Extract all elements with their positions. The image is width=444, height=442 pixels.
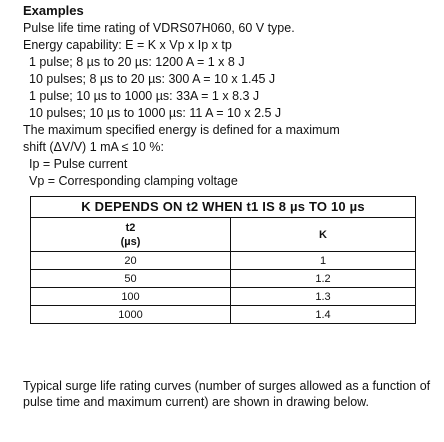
- max-energy-text-line2: shift (ΔV/V) 1 mA ≤ 10 %:: [23, 140, 164, 154]
- table-title-row: [31, 197, 416, 218]
- example-line: 1 pulse; 10 µs to 1000 µs: 33A = 1 x 8.3 J: [29, 89, 260, 103]
- column-header-k: K: [231, 218, 416, 252]
- table-cell-k: 1: [231, 252, 416, 270]
- closing-paragraph: Typical surge life rating curves (number of surges allowed as a function of pulse time and maximum current) are shown in drawing below.: [23, 379, 431, 409]
- table-row: [31, 288, 416, 306]
- example-line: 10 pulses; 8 µs to 20 µs: 300 A = 10 x 1.45 J: [29, 72, 276, 86]
- table-cell-t2: 50: [31, 270, 231, 288]
- table-cell-t2: 1000: [31, 306, 231, 324]
- table-cell-k: 1.2: [231, 270, 416, 288]
- definition-pulse-current: Ip = Pulse current: [29, 157, 128, 171]
- table-row: [31, 270, 416, 288]
- column-header-t2-unit: (µs): [120, 235, 141, 248]
- k-factor-table: [30, 196, 416, 324]
- section-heading: Examples: [23, 3, 84, 18]
- table-cell-t2: 20: [31, 252, 231, 270]
- table-row: [31, 252, 416, 270]
- table-header-row: [31, 218, 416, 252]
- column-header-t2-symbol: t2: [125, 221, 136, 234]
- example-line: 1 pulse; 8 µs to 20 µs: 1200 A = 1 x 8 J: [29, 55, 245, 69]
- table-title: K DEPENDS ON t2 WHEN t1 IS 8 µs TO 10 µs: [31, 197, 416, 218]
- table-cell-k: 1.3: [231, 288, 416, 306]
- table-row: [31, 306, 416, 324]
- max-energy-text-line1: The maximum specified energy is defined for a maximum: [23, 123, 340, 137]
- table-cell-k: 1.4: [231, 306, 416, 324]
- intro-text: Pulse life time rating of VDRS07H060, 60 V type.: [23, 21, 295, 35]
- definition-clamping-voltage: Vp = Corresponding clamping voltage: [29, 174, 238, 188]
- table-cell-t2: 100: [31, 288, 231, 306]
- example-line: 10 pulses; 10 µs to 1000 µs: 11 A = 10 x 2.5 J: [29, 106, 282, 120]
- energy-capability-text: Energy capability: E = K x Vp x Ip x tp: [23, 38, 232, 52]
- column-header-t2: [31, 218, 231, 252]
